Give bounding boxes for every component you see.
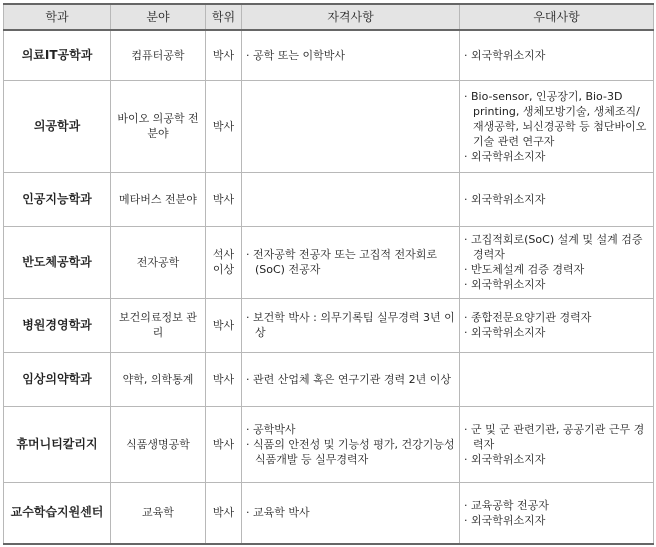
qualification-cell (242, 406, 460, 482)
dept-cell: 교수학습지원센터 (4, 482, 111, 544)
degree-cell: 석사 이상 (206, 226, 242, 298)
degree-cell: 박사 (206, 30, 242, 80)
dept-cell: 의료IT공학과 (4, 30, 111, 80)
qualification-cell (242, 226, 460, 298)
preference-item: · 외국학위소지자 (464, 48, 649, 63)
field-cell: 전자공학 (111, 226, 206, 298)
qualification-item: · 관련 산업체 혹은 연구기관 경력 2년 이상 (246, 372, 455, 387)
table-row (4, 406, 654, 482)
header-field: 분야 (111, 4, 206, 30)
field-cell: 보건의료정보 관리 (111, 298, 206, 352)
qualification-item: · 공학박사 (246, 422, 455, 437)
header-degree: 학위 (206, 4, 242, 30)
qualification-item: · 교육학 박사 (246, 505, 455, 520)
preference-item: · 고집적회로(SoC) 설계 및 설계 검증 경력자 (464, 232, 649, 262)
dept-cell: 임상의약학과 (4, 352, 111, 406)
header-qualification: 자격사항 (242, 4, 460, 30)
preference-cell (460, 30, 654, 80)
preference-item: · 교육공학 전공자 (464, 498, 649, 513)
preference-item: · 종합전문요양기관 경력자 (464, 310, 649, 325)
table-row (4, 298, 654, 352)
table-row (4, 30, 654, 80)
dept-cell: 반도체공학과 (4, 226, 111, 298)
preference-item: · 반도체설계 검증 경력자 (464, 262, 649, 277)
dept-cell: 병원경영학과 (4, 298, 111, 352)
qualification-cell (242, 172, 460, 226)
table-row (4, 226, 654, 298)
degree-cell: 박사 (206, 406, 242, 482)
table-header (4, 4, 654, 30)
preference-item: · 외국학위소지자 (464, 513, 649, 528)
preference-item: · 외국학위소지자 (464, 277, 649, 292)
preference-cell (460, 172, 654, 226)
degree-cell: 박사 (206, 352, 242, 406)
qualification-cell (242, 30, 460, 80)
preference-cell (460, 406, 654, 482)
recruitment-table (3, 3, 654, 545)
table-row (4, 172, 654, 226)
field-cell: 약학, 의학통계 (111, 352, 206, 406)
preference-cell (460, 80, 654, 172)
qualification-cell (242, 352, 460, 406)
degree-cell: 박사 (206, 80, 242, 172)
preference-item: · 외국학위소지자 (464, 452, 649, 467)
field-cell: 바이오 의공학 전분야 (111, 80, 206, 172)
preference-cell (460, 226, 654, 298)
table-body (4, 30, 654, 544)
field-cell: 컴퓨터공학 (111, 30, 206, 80)
header-row (4, 4, 654, 30)
dept-cell: 인공지능학과 (4, 172, 111, 226)
dept-cell: 의공학과 (4, 80, 111, 172)
field-cell: 식품생명공학 (111, 406, 206, 482)
preference-item: · 군 및 군 관련기관, 공공기관 근무 경력자 (464, 422, 649, 452)
preference-cell (460, 298, 654, 352)
field-cell: 메타버스 전분야 (111, 172, 206, 226)
preference-item: · 외국학위소지자 (464, 192, 649, 207)
header-preference: 우대사항 (460, 4, 654, 30)
qualification-item: · 식품의 안전성 및 기능성 평가, 건강기능성 식품개발 등 실무경력자 (246, 437, 455, 467)
qualification-cell (242, 298, 460, 352)
field-cell: 교육학 (111, 482, 206, 544)
preference-item: · 외국학위소지자 (464, 325, 649, 340)
qualification-item: · 보건학 박사 : 의무기록팀 실무경력 3년 이상 (246, 310, 455, 340)
degree-cell: 박사 (206, 172, 242, 226)
qualification-item: · 공학 또는 이학박사 (246, 48, 455, 63)
header-dept: 학과 (4, 4, 111, 30)
preference-item: · Bio-sensor, 인공장기, Bio-3D printing, 생체모방기술, 생체조직/재생공학, 뇌신경공학 등 첨단바이오기술 관련 연구자 (464, 89, 649, 149)
table-row (4, 482, 654, 544)
qualification-cell (242, 80, 460, 172)
degree-cell: 박사 (206, 298, 242, 352)
preference-item: · 외국학위소지자 (464, 149, 649, 164)
dept-cell: 휴머니티칼리지 (4, 406, 111, 482)
qualification-item: · 전자공학 전공자 또는 고집적 전자회로(SoC) 전공자 (246, 247, 455, 277)
table-row (4, 80, 654, 172)
degree-cell: 박사 (206, 482, 242, 544)
table-row (4, 352, 654, 406)
preference-cell (460, 352, 654, 406)
preference-cell (460, 482, 654, 544)
qualification-cell (242, 482, 460, 544)
